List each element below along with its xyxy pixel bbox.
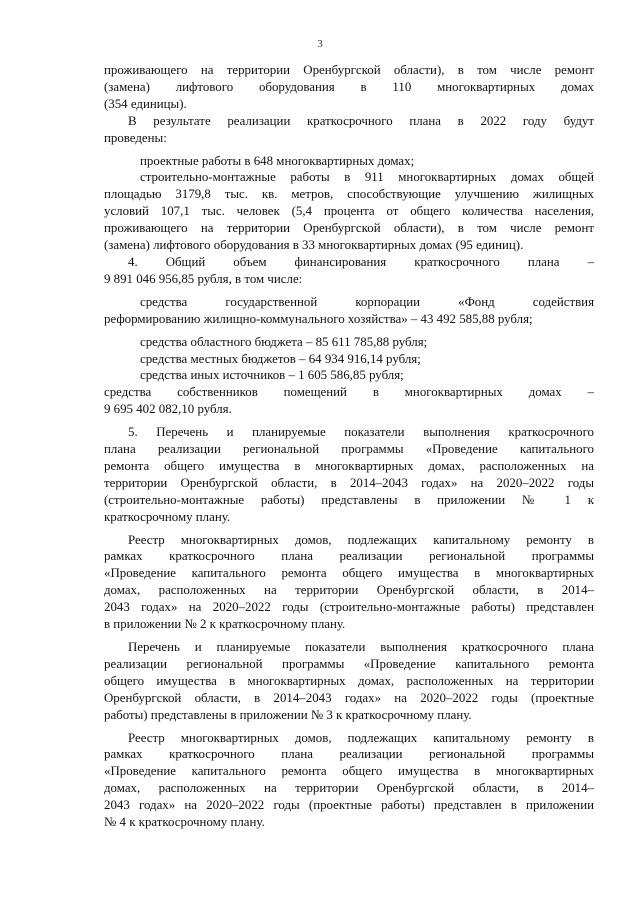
text-line: средства собственников помещений в многоквартирных домах – [104, 385, 594, 400]
text-line: 9 891 046 956,85 рубля, в том числе: [104, 271, 303, 286]
text-line: рамках краткосрочного плана реализации региональной программы [104, 747, 594, 762]
paragraph-p2 [104, 153, 594, 170]
text-line: реформированию жилищно-коммунального хозяйства» – 43 492 585,88 рубля; [104, 311, 533, 326]
text-line: Оренбургской области, в 2014–2043 годах» на 2020–2022 годы (проектные [104, 690, 594, 705]
text-line: проектные работы в 648 многоквартирных домах; [140, 153, 415, 168]
text-line: средства местных бюджетов – 64 934 916,14 рубля; [140, 351, 421, 366]
text-line: 5. Перечень и планируемые показатели выполнения краткосрочного [128, 425, 594, 440]
paragraph-p8 [104, 367, 594, 384]
text-line: проведены: [104, 130, 167, 145]
text-line: 9 695 402 082,10 рубля. [104, 402, 232, 417]
text-line: средства государственной корпорации «Фонд содействия [140, 294, 594, 309]
text-line: проживающего на территории Оренбургской области), в том числе ремонт [104, 63, 594, 77]
text-line: средства иных источников – 1 605 586,85 рубля; [140, 368, 404, 383]
text-line: реализации региональной программы «Проведение капитального ремонта [104, 656, 594, 671]
paragraph-p4 [104, 254, 594, 288]
text-line: домах, расположенных на территории Оренбургской области, в 2014– [104, 583, 594, 598]
text-line: плана реализации региональной программы «Проведение капитального [104, 442, 594, 457]
text-line: (замена) лифтового оборудования в 33 многоквартирных домах (95 единиц). [104, 238, 524, 253]
paragraph-p6 [104, 334, 594, 351]
text-line: (354 единицы). [104, 96, 187, 111]
paragraph-p0 [104, 62, 594, 113]
text-line: (строительно-монтажные работы) представлены в приложении № 1 к [104, 492, 594, 507]
text-line: ремонта общего имущества в многоквартирных домах, расположенных на [104, 458, 594, 473]
paragraph-p3 [104, 169, 594, 254]
text-line: краткосрочному плану. [104, 509, 231, 524]
paragraph-p5 [104, 294, 594, 328]
text-line: 2043 годах» на 2020–2022 годы (строительно-монтажные работы) представлен [104, 600, 594, 615]
text-line: строительно-монтажные работы в 911 многоквартирных домах общей [140, 170, 594, 185]
text-line: общего имущества в многоквартирных домах, расположенных на территории [104, 673, 594, 688]
page-number: 3 [317, 38, 323, 50]
text-line: проживающего на территории Оренбургской области), в том числе ремонт [104, 221, 594, 236]
text-line: средства областного бюджета – 85 611 785,88 рубля; [140, 334, 428, 349]
paragraph-p7 [104, 351, 594, 368]
text-line: № 4 к краткосрочному плану. [104, 815, 265, 830]
paragraph-p12 [104, 639, 594, 724]
paragraph-p9 [104, 384, 594, 418]
paragraph-p11 [104, 532, 594, 633]
text-line: 2043 годах» на 2020–2022 годы (проектные работы) представлен в приложении [104, 798, 594, 813]
text-line: в приложении № 2 к краткосрочному плану. [104, 617, 346, 632]
paragraph-p1 [104, 113, 594, 147]
text-line: Реестр многоквартирных домов, подлежащих капитальному ремонту в [128, 730, 594, 745]
text-line: Реестр многоквартирных домов, подлежащих капитальному ремонту в [128, 532, 594, 547]
text-line: территории Оренбургской области, в 2014–2043 годах» на 2020–2022 годы [104, 475, 594, 490]
text-line: Перечень и планируемые показатели выполнения краткосрочного плана [128, 640, 594, 654]
paragraph-p13 [104, 730, 594, 831]
text-line: 4. Общий объем финансирования краткосрочного плана – [128, 254, 594, 269]
text-line: «Проведение капитального ремонта общего имущества в многоквартирных [104, 566, 594, 581]
text-line: площадью 3179,8 тыс. кв. метров, способствующие улучшению жилищных [104, 187, 594, 202]
text-line: В результате реализации краткосрочного плана в 2022 году будут [128, 113, 594, 128]
document-body [104, 62, 594, 831]
paragraph-p10 [104, 424, 594, 525]
text-line: «Проведение капитального ремонта общего имущества в многоквартирных [104, 764, 594, 779]
text-line: условий 107,1 тыс. человек (5,4 процента от общего количества населения, [104, 204, 594, 219]
text-line: работы) представлены в приложении № 3 к краткосрочному плану. [104, 707, 472, 722]
text-line: (замена) лифтового оборудования в 110 многоквартирных домах [104, 79, 594, 94]
text-line: домах, расположенных на территории Оренбургской области, в 2014– [104, 781, 594, 796]
text-line: рамках краткосрочного плана реализации региональной программы [104, 549, 594, 564]
